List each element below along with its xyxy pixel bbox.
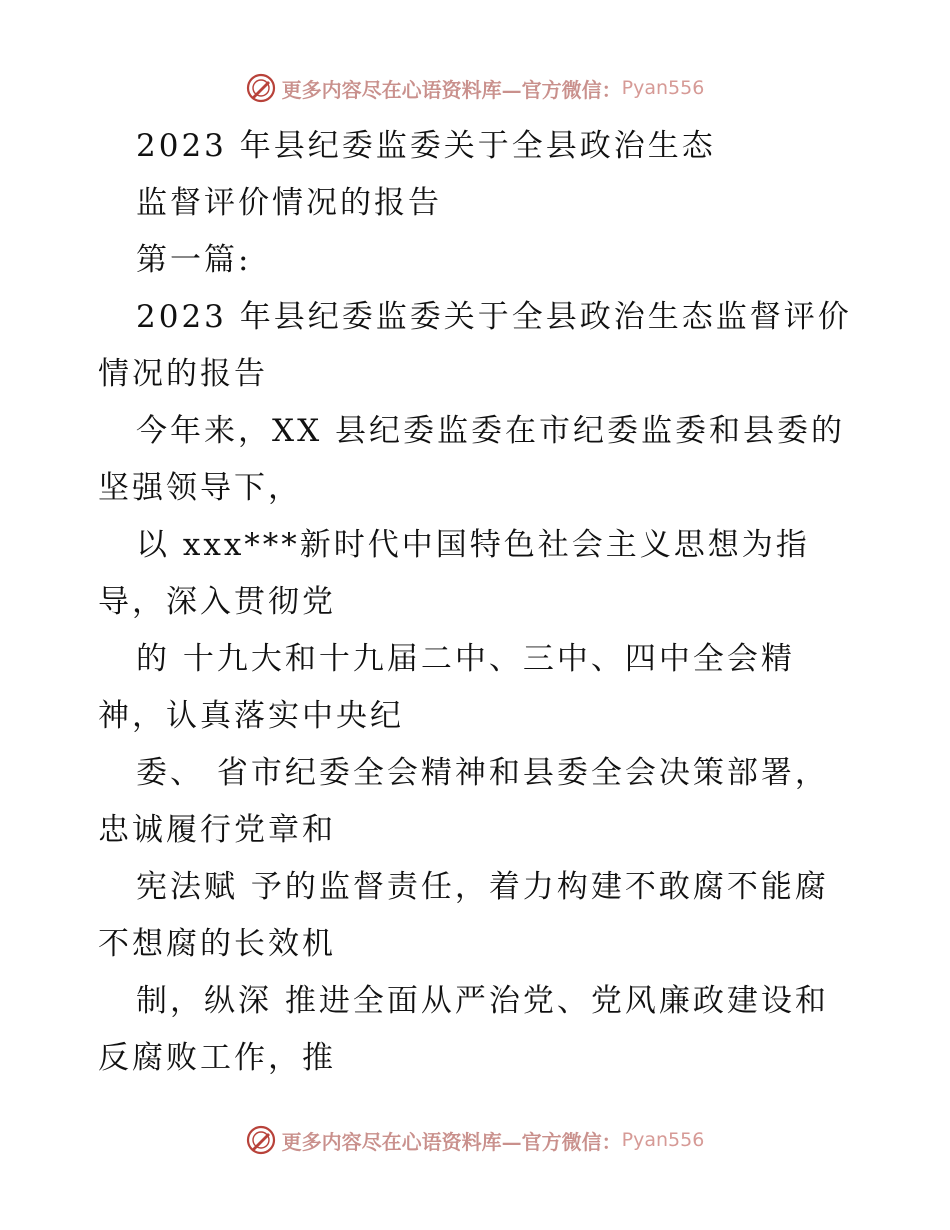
watermark-header — [0, 68, 950, 108]
text-line: 2023 年县纪委监委关于全县政治生态 — [136, 128, 716, 164]
watermark-text: 更多内容尽在心语资料库—官方微信： — [281, 1129, 622, 1154]
watermark-footer — [0, 1120, 950, 1160]
document-body — [98, 118, 852, 1087]
watermark-text: 更多内容尽在心语资料库—官方微信： — [281, 77, 622, 102]
text-line: 神，认真落实中央纪 — [98, 698, 404, 734]
pen-logo-icon — [246, 1125, 276, 1155]
text-line: 第一篇: — [136, 242, 252, 278]
text-line: 2023 年县纪委监委关于全县政治生态监督评价 — [136, 299, 852, 335]
text-line: 今年来，XX 县纪委监委在市纪委监委和县委的 — [136, 413, 845, 449]
text-line: 监督评价情况的报告 — [136, 185, 442, 221]
text-line: 的 十九大和十九届二中、三中、四中全会精 — [136, 641, 795, 677]
watermark-handle: Pyan556 — [621, 77, 705, 99]
text-line: 制，纵深 推进全面从严治党、党风廉政建设和 — [136, 983, 829, 1019]
text-line: 反腐败工作，推 — [98, 1040, 336, 1076]
text-line: 坚强领导下， — [98, 470, 302, 506]
text-line: 以 xxx***新时代中国特色社会主义思想为指 — [136, 527, 810, 563]
pen-logo-icon — [246, 73, 276, 103]
text-line: 委、 省市纪委全会精神和县委全会决策部署， — [136, 755, 829, 791]
text-line: 情况的报告 — [98, 356, 268, 392]
text-line: 宪法赋 予的监督责任，着力构建不敢腐不能腐 — [136, 869, 829, 905]
watermark-handle: Pyan556 — [621, 1129, 705, 1151]
text-line: 导，深入贯彻党 — [98, 584, 336, 620]
text-line: 忠诚履行党章和 — [98, 812, 336, 848]
text-line: 不想腐的长效机 — [98, 926, 336, 962]
